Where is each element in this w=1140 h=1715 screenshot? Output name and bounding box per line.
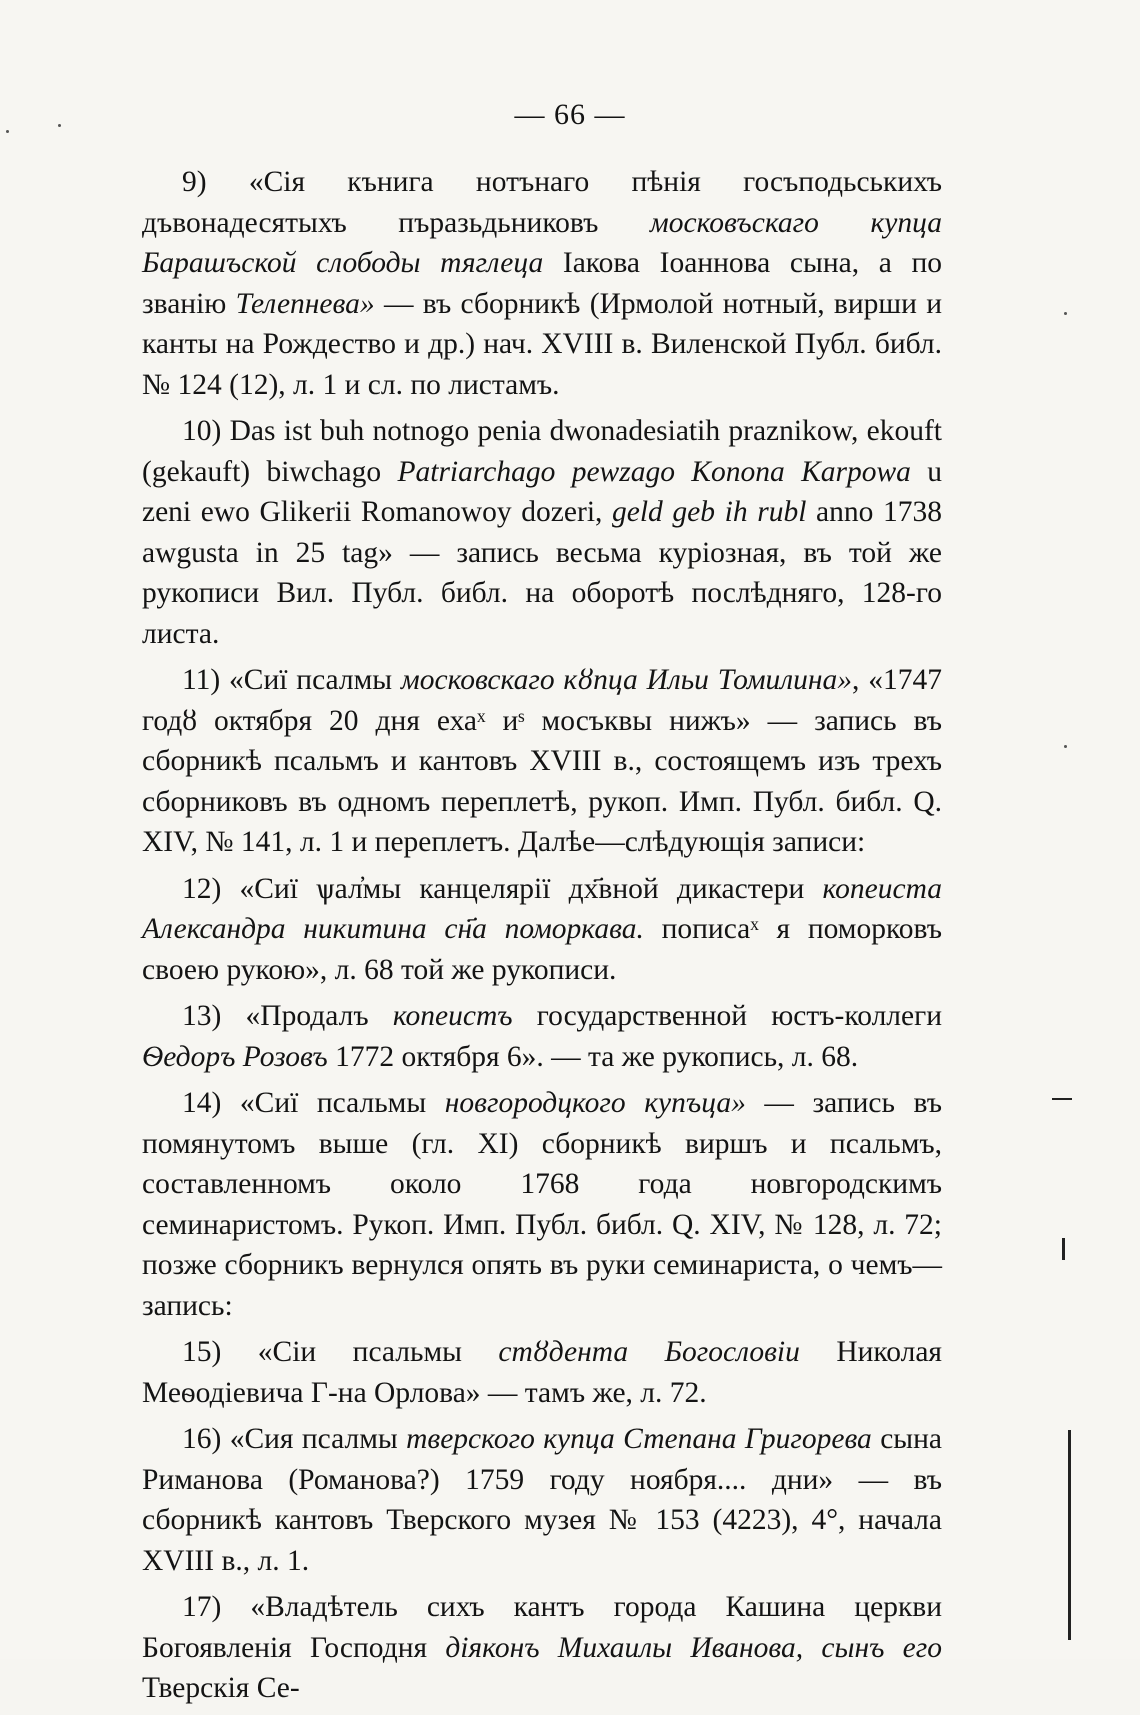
text-run: , «1747 годȣ октября 20 дня ехаˣ иˢ мосъквы нижъ» — запись въ сборникѣ псальмъ и кантовъ XVIII в., состоящемъ изъ трехъ сборниковъ въ одномъ переплетѣ, рукоп. Имп. Публ. библ. Q. XIV, № 141, л. 1 и переплетъ. Далѣе—слѣдующія записи: [142, 664, 942, 858]
entry-17 [142, 1587, 942, 1709]
entry-14 [142, 1083, 942, 1326]
entry-11 [142, 660, 942, 863]
text-run: государственной юстъ-коллеги [512, 1000, 942, 1032]
text-run: 13) «Продалъ [182, 1000, 393, 1032]
text-run: 15) «Сiи псальмы [182, 1336, 499, 1368]
text-run: u zeni ewo Glikerii Romanowoy dozeri, [142, 455, 942, 528]
entry-10 [142, 411, 942, 654]
text-run: 9) «Сія кънига нотънаго пѣнія госъподьськихъ дъвонадесятыхъ пъразьдьниковъ [142, 166, 942, 239]
entry-13 [142, 996, 942, 1077]
text-run: 12) «Сиї ѱал҆мы канцелярiї дх҃вной дикастери [182, 872, 823, 905]
text-run: Іакова Іоаннова сына, а по званію [142, 247, 943, 320]
text-run: — въ сборникѣ (Ирмолой нотный, вирши и канты на Рождество и др.) нач. XVIII в. Виленской Публ. библ. № 124 (12), л. 1 и сл. по листамъ. [142, 287, 943, 401]
text-run: — запись въ помянутомъ выше (гл. XI) сборникѣ виршъ и псальмъ, составленномъ около 1768 года новгородскимъ семинаристомъ. Рукоп. Имп. Публ. библ. Q. XIV, № 128, л. 72; позже сборникъ вернулся опять въ руки семинариста, о чемъ—запись: [142, 1087, 943, 1322]
text-run: Тверскія Се- [142, 1672, 300, 1704]
text-run: 11) «Сиї псалмы [182, 664, 401, 696]
scan-speck [1064, 745, 1067, 748]
text-run: Николая Меѳодiевича Г-на Орлова» — тамъ же, л. 72. [142, 1336, 943, 1409]
entry-9 [142, 162, 942, 405]
text-run: 10) Das ist buh notnogo penia dwonadesiatih praznikow, ekouft (gekauft) biwchago [142, 415, 942, 488]
italic-run: Patriarchago pewzago Konona Karpowa [397, 455, 911, 488]
scan-edge-mark [1068, 1430, 1071, 1640]
italic-run: Телепнева» [235, 287, 375, 320]
italic-run: московъскаго купца Барашъской слободы тяглеца [142, 206, 942, 279]
italic-run: новгородцкого купъца» [444, 1087, 746, 1119]
scan-edge-mark [1062, 1238, 1065, 1260]
entry-12 [142, 869, 942, 991]
text-run: 14) «Сиї псальмы [182, 1087, 445, 1119]
italic-run: geld geb ih rubl [612, 496, 807, 528]
scan-speck [6, 130, 9, 133]
page-number: — 66 — [514, 98, 626, 131]
scan-speck [1064, 312, 1067, 315]
italic-run: копеистъ [392, 1000, 513, 1032]
text-run: пописаˣ я поморковъ своею рукою», л. 68 той же рукописи. [142, 913, 942, 986]
text-run: 17) «Владѣтель сихъ кантъ города Кашина церкви Богоявленія Господня [142, 1591, 942, 1664]
text-column [142, 162, 942, 1715]
entry-16 [142, 1419, 942, 1581]
italic-run: дiяконъ Михаилы Иванова, сынъ его [445, 1631, 943, 1664]
text-run: 16) «Сия псалмы [182, 1423, 407, 1455]
text-run: сына Риманова (Романова?) 1759 году ноября.... дни» — въ сборникѣ кантовъ Тверского музея № 153 (4223), 4°, начала XVIII в., л. 1. [142, 1423, 942, 1577]
italic-run: стȣдента Богословiи [498, 1336, 800, 1368]
italic-run: московскаго кȣпца Ильи Томилина» [400, 664, 853, 696]
italic-run: тверского купца Степана Григорева [406, 1423, 872, 1455]
scan-edge-mark [1052, 1098, 1072, 1100]
text-run: 1772 октября 6». — та же рукопись, л. 68. [327, 1040, 859, 1073]
entry-15 [142, 1332, 942, 1413]
italic-run: копеиста Александра никитина сн҃а поморкава. [142, 872, 942, 945]
scan-speck [58, 124, 61, 127]
italic-run: Ѳедоръ Розовъ [142, 1040, 328, 1073]
text-run: anno 1738 awgusta in 25 tag» — запись весьма куріозная, въ той же рукописи Вил. Публ. библ. на оборотѣ послѣдняго, 128-го листа. [142, 496, 942, 650]
